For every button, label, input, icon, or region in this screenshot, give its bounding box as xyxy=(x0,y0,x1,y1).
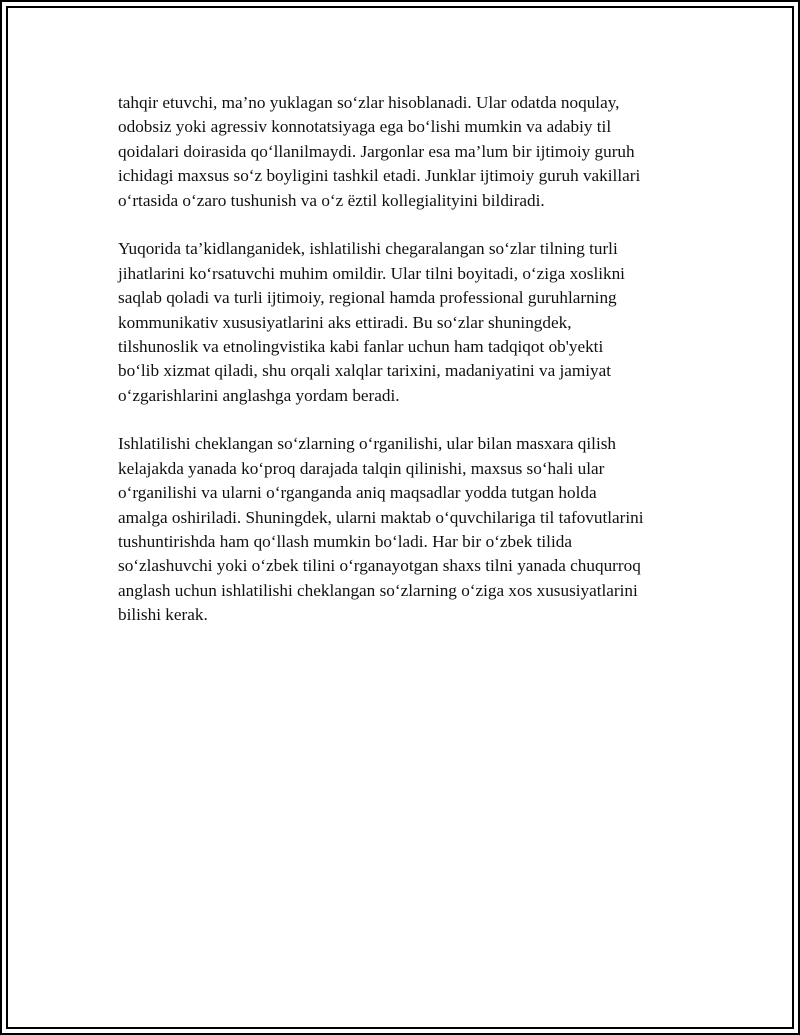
text-line: kommunikativ xususiyatlarini aks ettiradi. Bu so‘zlar shuningdek, xyxy=(118,312,572,332)
text-line: qoidalari doirasida qo‘llanilmaydi. Jargonlar esa ma’lum bir ijtimoiy guruh xyxy=(118,141,635,161)
text-line: Yuqorida ta’kidlanganidek, ishlatilishi chegaralangan so‘zlar tilning turli xyxy=(118,239,618,259)
text-line: bo‘lib xizmat qiladi, shu orqali xalqlar tarixini, madaniyatini va jamiyat xyxy=(118,361,612,381)
text-line: anglash uchun ishlatilishi cheklangan so‘zlarning o‘ziga xos xususiyatlarini xyxy=(118,580,638,600)
paragraph-spacer xyxy=(118,408,698,432)
text-line: o‘rganilishi va ularni o‘rganganda aniq maqsadlar yodda tutgan holda xyxy=(118,483,597,503)
text-line: so‘zlashuvchi yoki o‘zbek tilini o‘rganayotgan shaxs tilni yanada chuqurroq xyxy=(118,556,641,576)
text-line: bilishi kerak. xyxy=(118,605,208,625)
text-line: ichidagi maxsus so‘z boyligini tashkil etadi. Junklar ijtimoiy guruh vakillari xyxy=(118,166,641,186)
paragraph-1 xyxy=(118,91,698,213)
text-line: Ishlatilishi cheklangan so‘zlarning o‘rganilishi, ular bilan masxara qilish xyxy=(118,434,617,454)
paragraph-2 xyxy=(118,237,698,408)
text-line: o‘zgarishlarini anglashga yordam beradi. xyxy=(118,385,400,405)
paragraph-3 xyxy=(118,432,698,627)
text-line: jihatlarini ko‘rsatuvchi muhim omildir. Ular tilni boyitadi, o‘ziga xoslikni xyxy=(118,263,625,283)
text-line: o‘rtasida o‘zaro tushunish va o‘z ëztil kollegialityini bildiradi. xyxy=(118,190,545,210)
text-line: saqlab qoladi va turli ijtimoiy, regional hamda professional guruhlarning xyxy=(118,288,617,308)
document-body xyxy=(118,91,698,628)
text-line: tilshunoslik va etnolingvistika kabi fanlar uchun ham tadqiqot ob'yekti xyxy=(118,336,604,356)
text-line: tushuntirishda ham qo‘llash mumkin bo‘ladi. Har bir o‘zbek tilida xyxy=(118,532,572,552)
text-line: odobsiz yoki agressiv konnotatsiyaga ega bo‘lishi mumkin va adabiy til xyxy=(118,117,612,137)
text-line: kelajakda yanada ko‘proq darajada talqin qilinishi, maxsus so‘hali ular xyxy=(118,458,605,478)
text-line: amalga oshiriladi. Shuningdek, ularni maktab o‘quvchilariga til tafovutlarini xyxy=(118,507,644,527)
paragraph-spacer xyxy=(118,213,698,237)
text-line: tahqir etuvchi, ma’no yuklagan so‘zlar hisoblanadi. Ular odatda noqulay, xyxy=(118,93,620,112)
